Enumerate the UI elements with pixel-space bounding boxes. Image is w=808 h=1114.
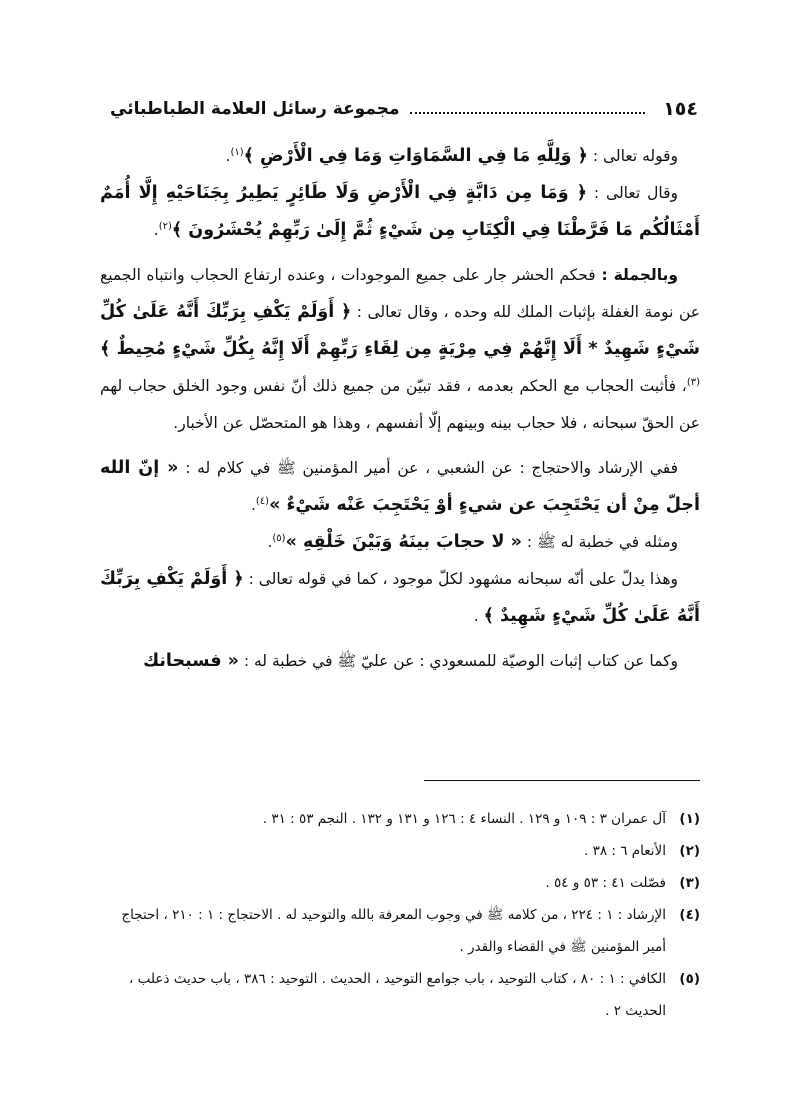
paragraph-1: وقوله تعالى : ﴿ وَلِلَّهِ مَا فِي السَّمَاوَاتِ وَمَا فِي الْأَرْضِ ﴾$^{(١)}$.	[225, 146, 678, 166]
paragraph-2: وقال تعالى : ﴿ وَمَا مِن دَابَّةٍ فِي الْأَرْضِ وَلَا طَائِرٍ يَطِيرُ بِجَنَاحَيْهِ إِلَّا أُمَمٌ أَمْثَالُكُم مَا فَرَّطْنَا فِي الْكِتَابِ مِن شَيْءٍ ثُمَّ إِلَىٰ رَبِّهِمْ يُحْشَرُونَ ﴾$^{(٢)}$.	[100, 183, 700, 240]
footnote-number: (٣)	[679, 875, 700, 891]
quran-quote: ﴿ وَمَا مِن دَابَّةٍ فِي الْأَرْضِ وَلَا طَائِرٍ يَطِيرُ بِجَنَاحَيْهِ إِلَّا أُمَمٌ أَمْثَالُكُم مَا فَرَّطْنَا فِي الْكِتَابِ مِن شَيْءٍ ثُمَّ إِلَىٰ رَبِّهِمْ يُحْشَرُونَ ﴾	[100, 183, 700, 240]
paragraph-6: وهذا يدلّ على أنّه سبحانه مشهود لكلّ موجود ، كما في قوله تعالى : ﴿ أَوَلَمْ يَكْفِ بِرَبِّكَ أَنَّهُ عَلَىٰ كُلِّ شَيْءٍ شَهِيدٌ ﴾ .	[100, 569, 700, 626]
footnote-text: الإرشاد : ١ : ٢٢٤ ، من كلامه ﷺ في وجوب المعرفة بالله والتوحيد له . الاحتجاج : ١ : ٢١٠ ، احتجاج أمير المؤمنين ﷺ في القضاء والقدر .	[121, 907, 666, 955]
footnote-text: الكافي : ١ : ٨٠ ، كتاب التوحيد ، باب جوامع التوحيد ، الحديث . التوحيد : ٣٨٦ ، باب حديث ذعلب ، الحديث ٢ .	[129, 971, 666, 1019]
footnote-number: (٢)	[679, 843, 700, 859]
footnote-number: (٥)	[679, 971, 700, 987]
footnote-text: آل عمران ٣ : ١٠٩ و ١٢٩ . النساء ٤ : ١٢٦ و ١٣١ و ١٣٢ . النجم ٥٣ : ٣١ .	[262, 811, 666, 827]
page-number: ١٥٤	[663, 98, 698, 120]
paragraph-5: ومثله في خطبة له ﷺ : « لا حجابَ بينَهُ وَبَيْنَ خَلْقِهِ »$^{(٥)}$.	[267, 532, 678, 552]
footnote-marker: (٤)	[255, 495, 270, 507]
hadith-quote: « إنّ الله أجلّ مِنْ أن يَحْتَجِبَ عن شيءٍ أوْ يَحْتَجِبَ عَنْه شَيْءٌ »	[100, 458, 700, 515]
footnote-number: (٤)	[679, 907, 700, 923]
running-title: مجموعة رسائل العلامة الطباطبائي	[110, 99, 400, 119]
footnote	[100, 835, 700, 867]
page-header	[110, 94, 698, 124]
hadith-quote: « لا حجابَ بينَهُ وَبَيْنَ خَلْقِهِ »	[285, 532, 522, 552]
quran-quote: ﴿ أَوَلَمْ يَكْفِ بِرَبِّكَ أَنَّهُ عَلَىٰ كُلِّ شَيْءٍ شَهِيدٌ ﴾	[100, 569, 700, 626]
paragraph-3: وبالجملة : فحكم الحشر جار على جميع الموجودات ، وعنده ارتفاع الحجاب وانتباه الجميع عن نومة الغفلة بإثبات الملك لله وحده ، وقال تعالى : ﴿ أَوَلَمْ يَكْفِ بِرَبِّكَ أَنَّهُ عَلَىٰ كُلِّ شَيْءٍ شَهِيدٌ * أَلَا إِنَّهُمْ فِي مِرْيَةٍ مِن لِقَاءِ رَبِّهِمْ أَلَا إِنَّهُ بِكُلِّ شَيْءٍ مُحِيطٌ ﴾$^{(٣)}$، فأثبت الحجاب مع الحكم بعدمه ، فقد تبيّن من جميع ذلك أنّ نفس وجود الخلق حجاب لهم عن الحقّ سبحانه ، فلا حجاب بينه وبينهم إلّا أنفسهم ، وهذا هو المتحصّل عن الأخبار.	[100, 266, 700, 432]
footnote-number: (١)	[679, 811, 700, 827]
header-leader-dots	[410, 104, 646, 114]
footnote	[100, 899, 700, 963]
footnote-text: فصّلت ٤١ : ٥٣ و ٥٤ .	[545, 875, 666, 891]
hadith-quote: « فسبحانك	[143, 651, 239, 671]
paragraph-4: ففي الإرشاد والاحتجاج : عن الشعبي ، عن أمير المؤمنين ﷺ في كلام له : « إنّ الله أجلّ مِنْ أن يَحْتَجِبَ عن شيءٍ أوْ يَحْتَجِبَ عَنْه شَيْءٌ »$^{(٤)}$.	[100, 458, 700, 515]
footnote-marker: (١)	[230, 146, 244, 158]
footnote-divider	[424, 780, 700, 781]
paragraph-lead: وبالجملة :	[595, 266, 679, 284]
main-text	[100, 138, 700, 680]
quran-quote: ﴿ وَلِلَّهِ مَا فِي السَّمَاوَاتِ وَمَا فِي الْأَرْضِ ﴾	[243, 146, 588, 166]
footnote	[100, 867, 700, 899]
footnotes	[100, 803, 700, 1027]
footnote-marker: (٢)	[158, 220, 172, 232]
quran-quote: ﴿ أَوَلَمْ يَكْفِ بِرَبِّكَ أَنَّهُ عَلَىٰ كُلِّ شَيْءٍ شَهِيدٌ * أَلَا إِنَّهُمْ فِي مِرْيَةٍ مِن لِقَاءِ رَبِّهِمْ أَلَا إِنَّهُ بِكُلِّ شَيْءٍ مُحِيطٌ ﴾	[100, 302, 700, 359]
footnote-marker: (٣)	[686, 376, 700, 388]
paragraph-7: وكما عن كتاب إثبات الوصيّة للمسعودي : عن عليّ ﷺ في خطبة له : « فسبحانك	[143, 651, 678, 671]
footnote-marker: (٥)	[272, 532, 286, 544]
footnote	[100, 803, 700, 835]
footnote	[100, 963, 700, 1027]
footnote-text: الأنعام ٦ : ٣٨ .	[584, 843, 666, 859]
